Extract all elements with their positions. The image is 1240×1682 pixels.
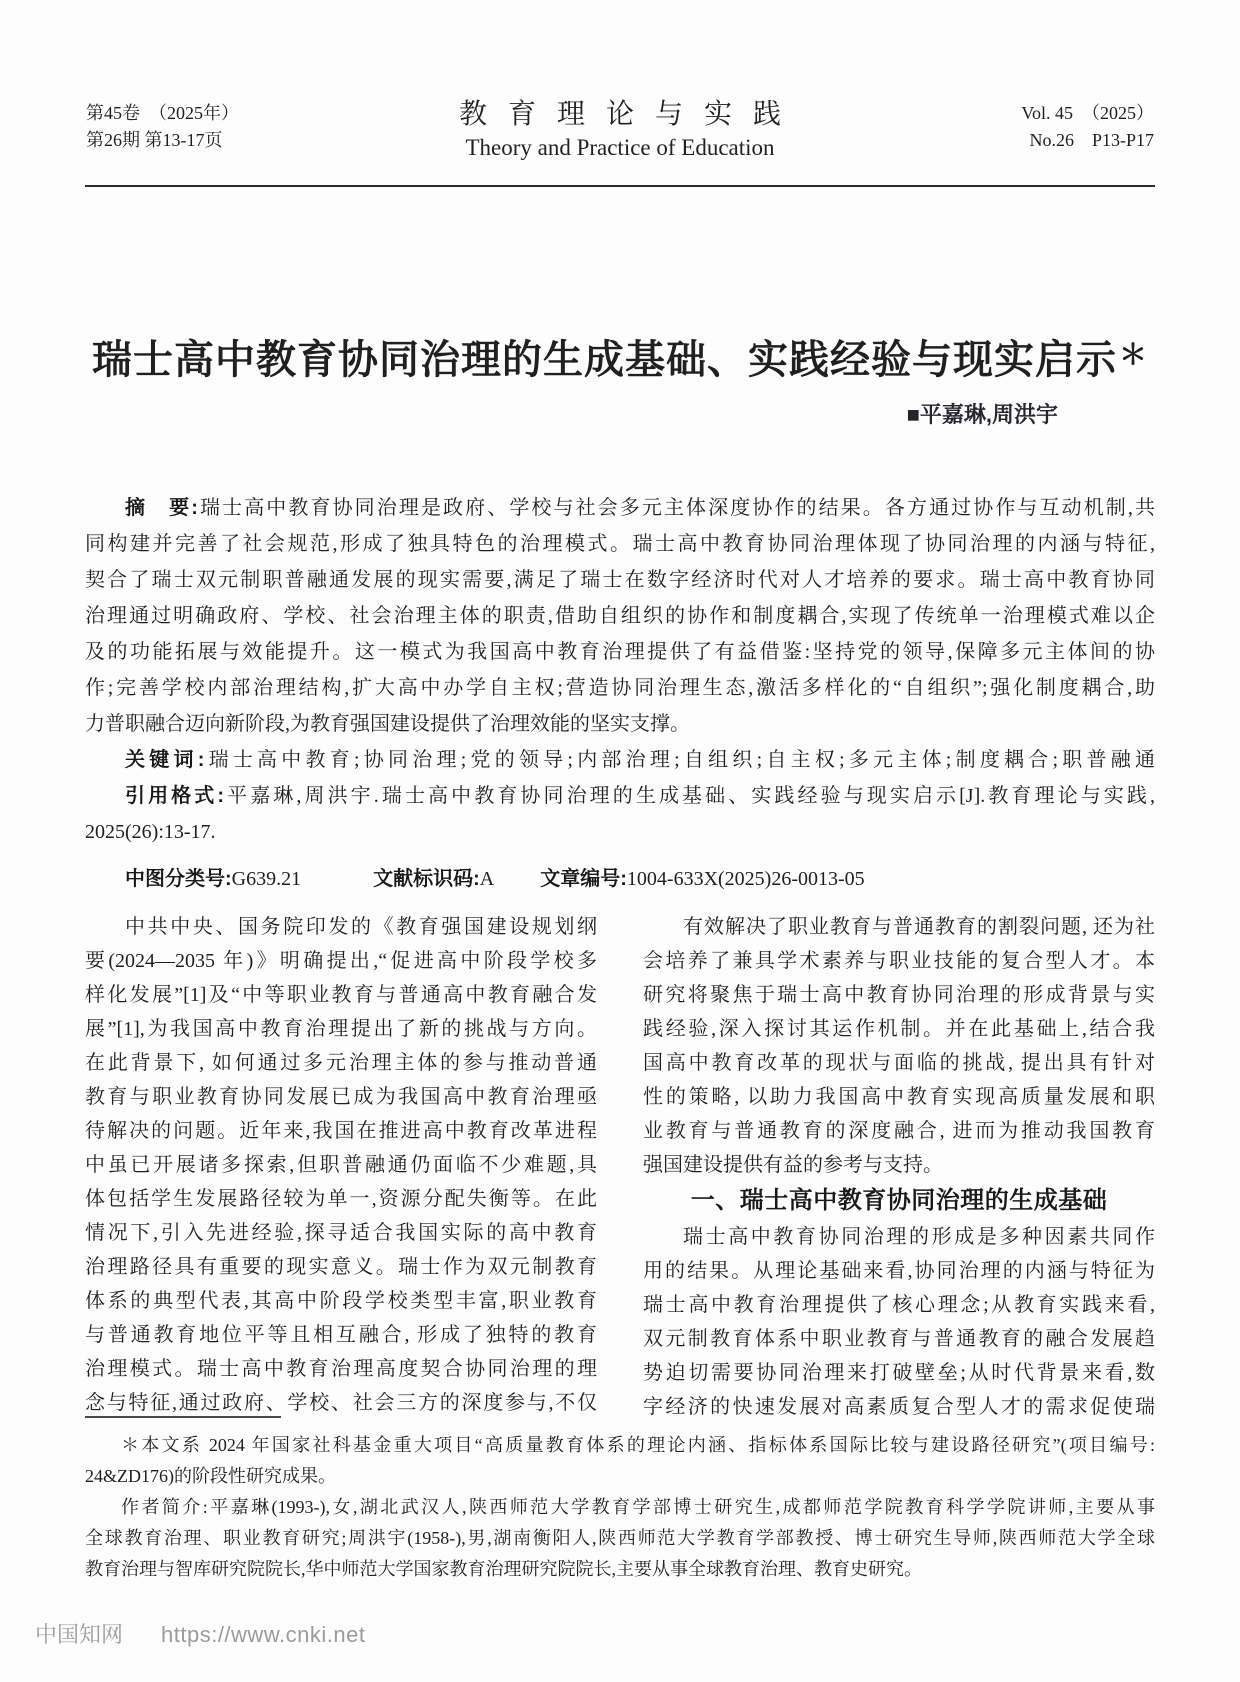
- citation-text: 平嘉琳,周洪宇.瑞士高中教育协同治理的生成基础、实践经验与现实启示[J].教育理论与实践,: [224, 785, 1155, 807]
- journal-title-en: Theory and Practice of Education: [465, 135, 775, 160]
- header-volume-line-cn: 第45卷 （2025年）: [86, 103, 239, 123]
- body-line: 性的策略, 以助力我国高中教育实现高质量发展和职: [643, 1086, 1155, 1108]
- abstract-line: 契合了瑞士双元制职普融通发展的现实需要,满足了瑞士在数字经济时代对人才培养的要求。瑞士高中教育协同: [85, 569, 1155, 591]
- article-title-text: 瑞士高中教育协同治理的生成基础、实践经验与现实启示: [91, 338, 1117, 382]
- body-line: 待解决的问题。近年来,我国在推进高中教育改革进程: [85, 1120, 597, 1142]
- footnote-line: 24&ZD176)的阶段性研究成果。: [85, 1466, 336, 1486]
- cnki-brand: 中国知网: [35, 1622, 124, 1647]
- keywords-label: 关键词:: [125, 749, 205, 771]
- header-issue-pages-cn: 第26期 第13-17页: [86, 130, 223, 150]
- keywords-text: 瑞士高中教育;协同治理;党的领导;内部治理;自组织;自主权;多元主体;制度耦合;职普融通: [204, 749, 1155, 771]
- header-issue-pages-en: No.26 P13-P17: [1029, 130, 1154, 150]
- section-heading: 一、瑞士高中教育协同治理的生成基础: [690, 1187, 1108, 1214]
- body-line: 中共中央、国务院印发的《教育强国建设规划纲: [125, 916, 597, 938]
- footnote-line: 教育治理与智库研究院院长,华中师范大学国家教育治理研究院院长,主要从事全球教育治理、教育史研究。: [85, 1559, 922, 1579]
- doc-code-value: A: [479, 868, 495, 890]
- body-line: 国高中教育改革的现状与面临的挑战, 提出具有针对: [643, 1052, 1155, 1074]
- body-line: 样化发展”[1]及“中等职业教育与普通高中教育融合发: [85, 984, 597, 1006]
- body-line: 治理模式。瑞士高中教育治理高度契合协同治理的理: [85, 1358, 597, 1380]
- abstract-line: [85, 490, 1155, 526]
- body-line: 瑞士高中教育协同治理的形成是多种因素共同作: [683, 1226, 1155, 1248]
- abstract-line: 及的功能拓展与效能提升。这一模式为我国高中教育治理提供了有益借鉴:坚持党的领导,保障多元主体间的协: [85, 641, 1155, 663]
- footnote-divider: [85, 1416, 281, 1418]
- body-line: 体包括学生发展路径较为单一,资源分配失衡等。在此: [85, 1188, 597, 1210]
- footnote-line: 全球教育治理、职业教育研究;周洪宇(1958-),男,湖南衡阳人,陕西师范大学教育学部教授、博士研究生导师,陕西师范大学全球: [85, 1528, 1155, 1548]
- body-line: 与普通教育地位平等且相互融合, 形成了独特的教育: [85, 1324, 597, 1346]
- article-title: [85, 328, 1155, 385]
- body-line: 体系的典型代表,其高中阶段学校类型丰富,职业教育: [85, 1290, 597, 1312]
- body-right-column: [643, 910, 1155, 1424]
- citation-line: 2025(26):13-17.: [85, 821, 216, 843]
- article-id-value: 1004-633X(2025)26-0013-05: [626, 868, 865, 890]
- header-divider: [85, 185, 1155, 187]
- citation-line: [85, 778, 1155, 814]
- abstract-line: 同构建并完善了社会规范,形成了独具特色的治理模式。瑞士高中教育协同治理体现了协同治理的内涵与特征,: [85, 533, 1155, 555]
- front-matter: [85, 490, 1155, 850]
- body-line: 教育与职业教育协同发展已成为我国高中教育治理亟: [85, 1086, 597, 1108]
- abstract-line: 作;完善学校内部治理结构,扩大高中办学自主权;营造协同治理生态,激活多样化的“自组织”;强化制度耦合,助: [85, 677, 1155, 699]
- citation-label: 引用格式:: [125, 785, 225, 807]
- body-line: 展”[1],为我国高中教育治理提出了新的挑战与方向。: [85, 1018, 597, 1040]
- header-volume-line-en: Vol. 45 （2025）: [1021, 103, 1154, 123]
- abstract-label: 摘 要:: [125, 497, 198, 519]
- journal-title-cn: 教育理论与实践: [458, 99, 802, 130]
- body-left-column: [85, 910, 597, 1420]
- body-line: 中虽已开展诸多探索,但职普融通仍面临不少难题,具: [85, 1154, 597, 1176]
- classification-line: [85, 862, 1155, 891]
- footnote-line: 作者简介:平嘉琳(1993-),女,湖北武汉人,陕西师范大学教育学部博士研究生,成都师范学院教育科学学院讲师,主要从事: [121, 1497, 1155, 1517]
- body-line: 要(2024—2035 年)》明确提出,“促进高中阶段学校多: [85, 950, 597, 972]
- body-line: 有效解决了职业教育与普通教育的割裂问题, 还为社: [683, 916, 1155, 938]
- article-authors: ■平嘉琳,周洪宇: [906, 402, 1058, 427]
- body-line: 字经济的快速发展对高素质复合型人才的需求促使瑞: [643, 1396, 1155, 1418]
- doc-code-label: 文献标识码:: [373, 868, 480, 890]
- body-line: 研究将聚焦于瑞士高中教育协同治理的形成背景与实: [643, 984, 1155, 1006]
- title-footnote-star: ＊: [1118, 339, 1148, 370]
- abstract-line: 力普职融合迈向新阶段,为教育强国建设提供了治理效能的坚实支撑。: [85, 713, 690, 735]
- cnki-url: https://www.cnki.net: [161, 1622, 366, 1647]
- body-line: 在此背景下, 如何通过多元治理主体的参与推动普通: [85, 1052, 597, 1074]
- body-line: 瑞士高中教育治理提供了核心理念;从教育实践来看,: [643, 1294, 1155, 1316]
- header-volume-block-en: [1021, 100, 1154, 154]
- abstract-text: 瑞士高中教育协同治理是政府、学校与社会多元主体深度协作的结果。各方通过协作与互动机制,共: [197, 497, 1155, 519]
- body-line: 业教育与普通教育的深度融合, 进而为推动我国教育: [643, 1120, 1155, 1142]
- body-line: 念与特征,通过政府、学校、社会三方的深度参与,不仅: [85, 1392, 597, 1414]
- abstract-line: 治理通过明确政府、学校、社会治理主体的职责,借助自组织的协作和制度耦合,实现了传统单一治理模式难以企: [85, 605, 1155, 627]
- body-line: 情况下,引入先进经验,探寻适合我国实际的高中教育: [85, 1222, 597, 1244]
- article-id-label: 文章编号:: [540, 868, 627, 890]
- clc-value: G639.21: [231, 868, 302, 890]
- body-line: 用的结果。从理论基础来看,协同治理的内涵与特征为: [643, 1260, 1155, 1282]
- body-line: 治理路径具有重要的现实意义。瑞士作为双元制教育: [85, 1256, 597, 1278]
- page-footer: [35, 1618, 365, 1649]
- footnote-block: [85, 1430, 1155, 1585]
- body-line: 会培养了兼具学术素养与职业技能的复合型人才。本: [643, 950, 1155, 972]
- body-line: 强国建设提供有益的参考与支持。: [643, 1154, 943, 1176]
- keywords-line: [85, 742, 1155, 778]
- body-line: 势迫切需要协同治理来打破壁垒;从时代背景来看,数: [643, 1362, 1155, 1384]
- body-line: 践经验,深入探讨其运作机制。并在此基础上,结合我: [643, 1018, 1155, 1040]
- footnote-line: ＊本文系 2024 年国家社科基金重大项目“高质量教育体系的理论内涵、指标体系国际比较与建设路径研究”(项目编号:: [121, 1435, 1155, 1455]
- body-line: 双元制教育体系中职业教育与普通教育的融合发展趋: [643, 1328, 1155, 1350]
- clc-label: 中图分类号:: [125, 868, 232, 890]
